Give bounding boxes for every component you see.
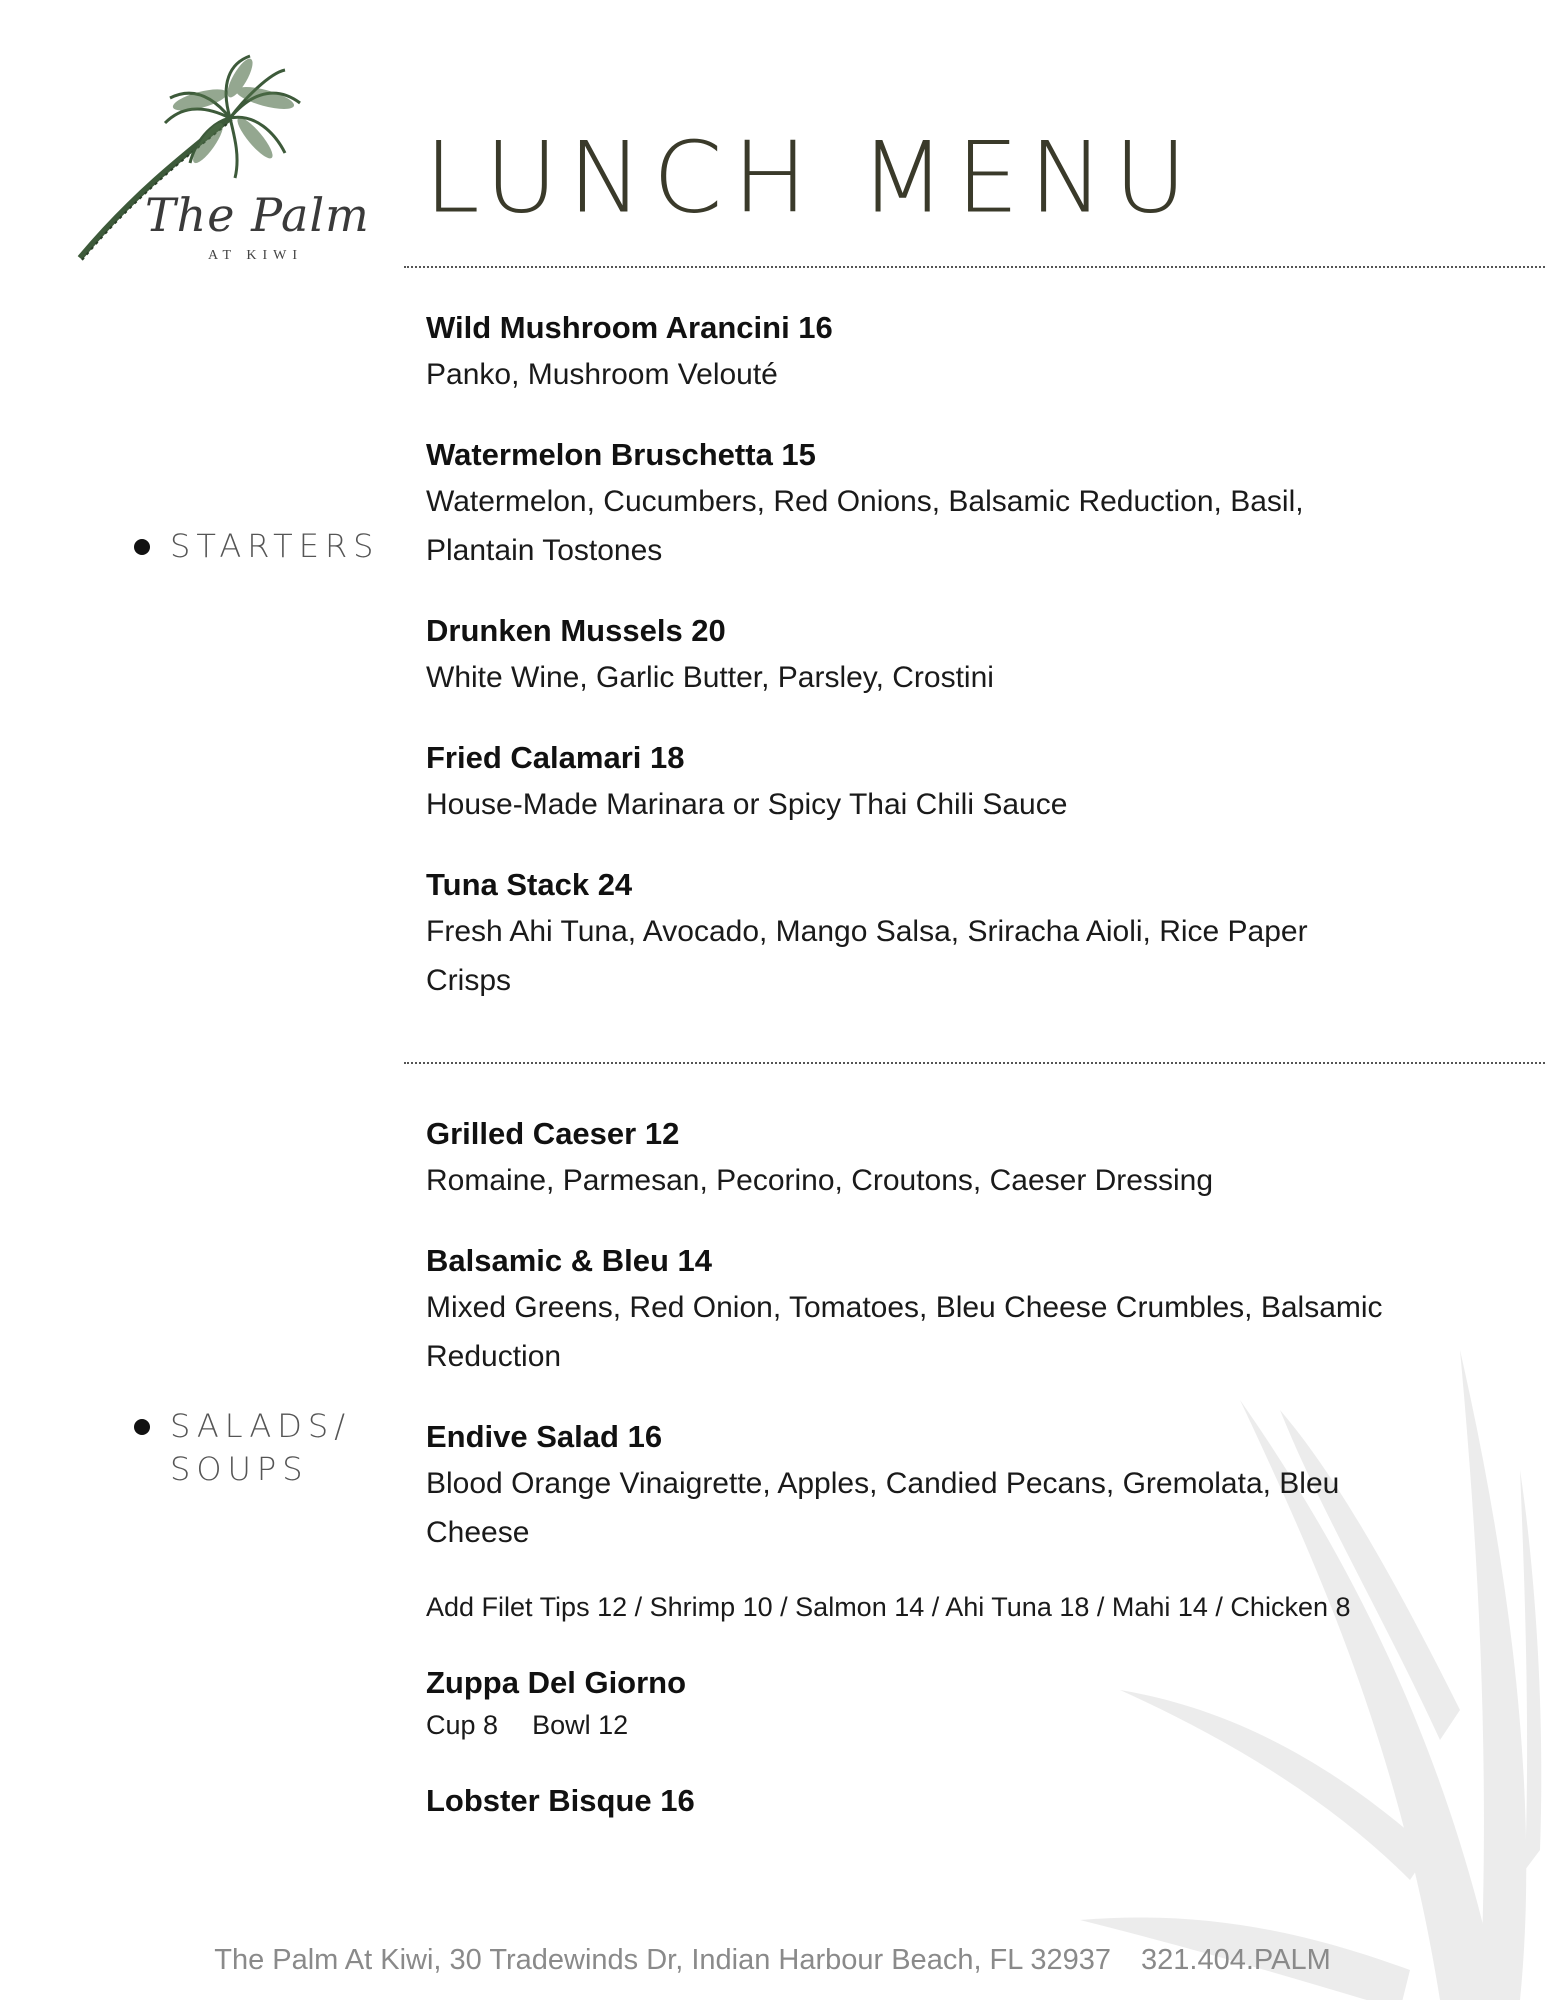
starters-section [426,306,1516,1005]
addons-line: Add Filet Tips 12 / Shrimp 10 / Salmon 14 / Ahi Tuna 18 / Mahi 14 / Chicken 8 [426,1592,1351,1622]
menu-item [426,863,1516,1005]
menu-item [426,1239,1516,1381]
menu-item [426,1415,1516,1557]
divider-middle [404,1062,1545,1064]
section-label-line: SALADS/ [170,1407,351,1445]
item-name: Lobster Bisque 16 [426,1783,695,1818]
menu-item [426,609,1516,702]
item-description: Blood Orange Vinaigrette, Apples, Candied Pecans, Gremolata, Bleu [426,1467,1340,1500]
menu-item [426,736,1516,829]
item-name: Wild Mushroom Arancini 16 [426,310,833,345]
item-description: White Wine, Garlic Butter, Parsley, Crostini [426,661,994,694]
item-name: Endive Salad 16 [426,1419,663,1454]
bullet-icon [134,539,150,555]
item-description: Plantain Tostones [426,534,663,567]
palm-tree-icon [70,48,390,278]
bullet-icon [134,1419,150,1435]
menu-item [426,306,1516,399]
item-name: Fried Calamari 18 [426,740,685,775]
footer [0,1944,1545,1977]
item-description: Cheese [426,1516,530,1549]
palm-logo [70,48,390,278]
menu-item [426,1779,1516,1823]
section-label-salads-soups [134,1405,351,1491]
item-description: Mixed Greens, Red Onion, Tomatoes, Bleu Cheese Crumbles, Balsamic [426,1291,1383,1324]
item-description: Romaine, Parmesan, Pecorino, Croutons, Caeser Dressing [426,1164,1214,1197]
footer-address: The Palm At Kiwi, 30 Tradewinds Dr, Indian Harbour Beach, FL 32937 [214,1944,1112,1976]
divider-top [404,266,1545,268]
size-bowl: Bowl 12 [532,1710,629,1740]
item-name: Zuppa Del Giorno [426,1665,687,1700]
footer-phone: 321.404.PALM [1141,1944,1331,1976]
item-name: Watermelon Bruschetta 15 [426,437,816,472]
item-description: Crisps [426,964,512,997]
section-label-line: STARTERS [170,527,380,565]
item-description: Panko, Mushroom Velouté [426,358,778,391]
logo-subtitle: AT KIWI [208,248,304,263]
menu-item [426,433,1516,575]
item-description: Fresh Ahi Tuna, Avocado, Mango Salsa, Sriracha Aioli, Rice Paper [426,915,1308,948]
item-name: Drunken Mussels 20 [426,613,726,648]
item-description: House-Made Marinara or Spicy Thai Chili Sauce [426,788,1068,821]
item-description: Reduction [426,1340,562,1373]
logo-script: The Palm [145,188,370,242]
menu-item [426,1112,1516,1205]
item-name: Balsamic & Bleu 14 [426,1243,713,1278]
section-label-starters [134,525,379,568]
menu-item [426,1661,1516,1745]
page-title: LUNCH MENU [424,120,1197,235]
item-name: Grilled Caeser 12 [426,1116,680,1151]
section-label-line: SOUPS [170,1450,309,1488]
item-description: Watermelon, Cucumbers, Red Onions, Balsamic Reduction, Basil, [426,485,1304,518]
item-sizes [426,1705,1516,1745]
size-cup: Cup 8 [426,1710,499,1740]
salads-soups-section [426,1112,1516,1823]
item-name: Tuna Stack 24 [426,867,633,902]
